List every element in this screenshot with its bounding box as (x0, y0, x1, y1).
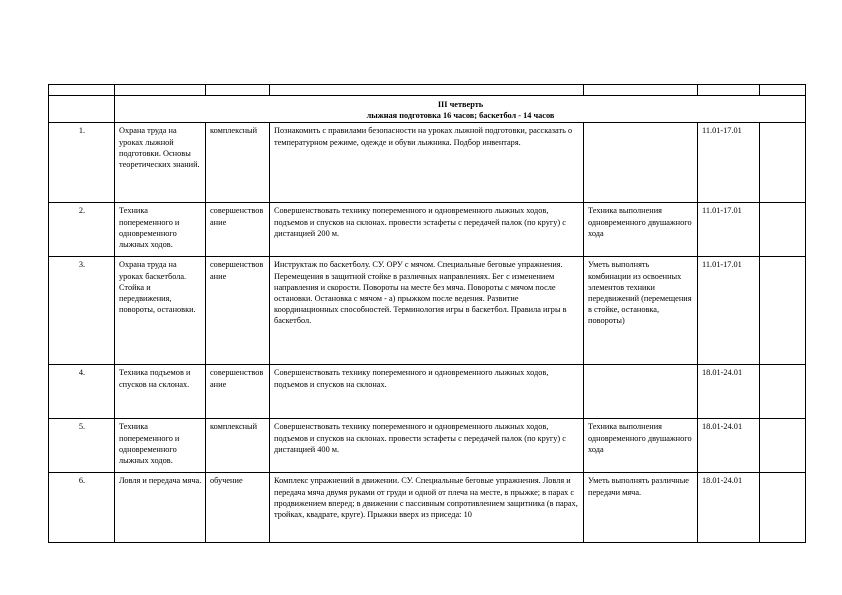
empty-cell (760, 85, 806, 96)
lesson-topic: Техника попеременного и одновременного лыжных ходов. (115, 419, 206, 473)
lesson-content: Комплекс упражнений в движении. СУ. Специальные беговые упражнения. Ловля и передача мяча двумя руками от груди и одной от плеча на месте, в прыжке; в парах с продвижением вперед; в движении с пассивным сопротивлением защитника (в парах, тройках, квадрате, круге). Прыжки вверх из приседа: 10 (270, 473, 584, 543)
lesson-number: 4. (49, 365, 115, 419)
lesson-requirements (584, 123, 698, 203)
empty-cell (760, 473, 806, 543)
lesson-number: 2. (49, 203, 115, 257)
lesson-date: 18.01-24.01 (698, 419, 760, 473)
table-row (49, 123, 806, 203)
lesson-requirements: Уметь выполнять различные передачи мяча. (584, 473, 698, 543)
lesson-topic: Техника попеременного и одновременного лыжных ходов. (115, 203, 206, 257)
table-row (49, 419, 806, 473)
table-row (49, 473, 806, 543)
empty-cell (206, 85, 270, 96)
lesson-requirements (584, 365, 698, 419)
quarter-header-row (49, 96, 806, 123)
table-row (49, 365, 806, 419)
quarter-title: III четверть (437, 100, 484, 109)
empty-cell (760, 257, 806, 365)
lesson-topic: Охрана труда на уроках лыжной подготовки. Основы теоретических знаний. (115, 123, 206, 203)
lesson-type: совершенствование (206, 257, 270, 365)
lesson-type: комплексный (206, 123, 270, 203)
quarter-header (115, 96, 806, 123)
header-empty-row (49, 85, 806, 96)
lesson-date: 11.01-17.01 (698, 257, 760, 365)
empty-cell (760, 419, 806, 473)
lesson-number: 6. (49, 473, 115, 543)
empty-cell (49, 96, 115, 123)
empty-cell (584, 85, 698, 96)
table-row (49, 203, 806, 257)
lesson-date: 18.01-24.01 (698, 473, 760, 543)
lesson-type: обучение (206, 473, 270, 543)
lesson-content: Познакомить с правилами безопасности на уроках лыжной подготовки, рассказать о температурном режиме, одежде и обуви лыжника. Подбор инвентаря. (270, 123, 584, 203)
lesson-topic: Охрана труда на уроках баскетбола. Стойка и передвижения, повороты, остановки. (115, 257, 206, 365)
quarter-subtitle: лыжная подготовка 16 часов; баскетбол - 14 часов (366, 111, 555, 121)
lesson-date: 11.01-17.01 (698, 123, 760, 203)
lesson-number: 5. (49, 419, 115, 473)
lesson-content: Инструктаж по баскетболу. СУ. ОРУ с мячом. Специальные беговые упражнения. Перемещения в защитной стойке в различных направлениях. Бег с изменением направления и скорости. Повороты на месте без мяча. Повороты с мячом после остановки. Остановка с мячом - а) прыжком после ведения. Развитие координационных способностей. Терминология игры в баскетбол. Правила игры в баскетбол. (270, 257, 584, 365)
empty-cell (760, 365, 806, 419)
lesson-content: Совершенствовать технику попеременного и одновременного лыжных ходов, подъемов и спусков на склонах. провести эстафеты с передачей палок (по кругу) с дистанцией 200 м. (270, 203, 584, 257)
lesson-number: 1. (49, 123, 115, 203)
lesson-date: 18.01-24.01 (698, 365, 760, 419)
empty-cell (760, 123, 806, 203)
lesson-requirements: Уметь выполнять комбинации из освоенных элементов техники передвижений (перемещения в стойке, остановка, повороты) (584, 257, 698, 365)
empty-cell (698, 85, 760, 96)
lesson-plan-table (48, 84, 806, 543)
lesson-type: совершенствование (206, 203, 270, 257)
lesson-type: совершенствование (206, 365, 270, 419)
lesson-type: комплексный (206, 419, 270, 473)
empty-cell (760, 203, 806, 257)
lesson-requirements: Техника выполнения одновременного двушажного хода (584, 419, 698, 473)
lesson-number: 3. (49, 257, 115, 365)
lesson-content: Совершенствовать технику попеременного и одновременного лыжных ходов, подъемов и спусков на склонах. провести эстафеты с передачей палок (по кругу) с дистанцией 400 м. (270, 419, 584, 473)
empty-cell (270, 85, 584, 96)
lesson-date: 11.01-17.01 (698, 203, 760, 257)
lesson-topic: Техника подъемов и спусков на склонах. (115, 365, 206, 419)
lesson-topic: Ловля и передача мяча. (115, 473, 206, 543)
table-row (49, 257, 806, 365)
lesson-requirements: Техника выполнения одновременного двушажного хода (584, 203, 698, 257)
empty-cell (115, 85, 206, 96)
lesson-content: Совершенствовать технику попеременного и одновременного лыжных ходов, подъемов и спусков на склонах. (270, 365, 584, 419)
empty-cell (49, 85, 115, 96)
